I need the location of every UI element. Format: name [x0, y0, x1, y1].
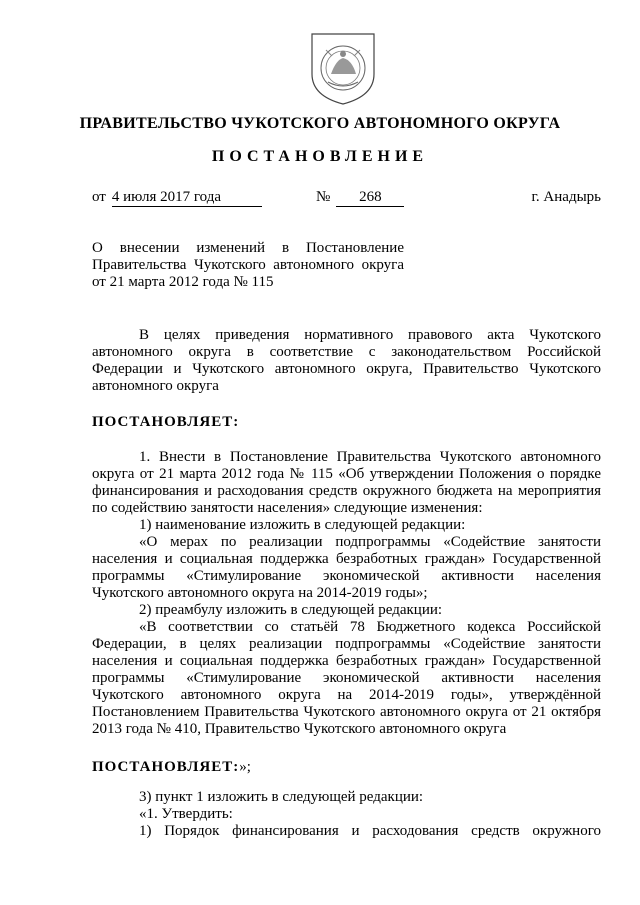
government-title: ПРАВИТЕЛЬСТВО ЧУКОТСКОГО АВТОНОМНОГО ОКРУГА: [79, 115, 561, 132]
paragraph: 3) пункт 1 изложить в следующей редакции:: [139, 789, 424, 805]
paragraph: 1) Порядок финансирования и расходования средств окружного: [139, 823, 601, 839]
paragraph: «1. Утвердить:: [139, 806, 233, 822]
date-label: от: [92, 189, 106, 205]
subject-line: Правительства Чукотского автономного округа: [92, 257, 404, 273]
resolves-label: ПОСТАНОВЛЯЕТ:: [92, 759, 240, 775]
paragraph: 2) преамбулу изложить в следующей редакции:: [139, 602, 443, 618]
paragraph: «О мерах по реализации подпрограммы «Содействие занятости населения и социальная поддержка безработных граждан» Государственной программы «Стимулирование экономической активности населения Чукотского автономного округа на 2014-2019 годы»;: [92, 534, 601, 601]
resolves-heading: ПОСТАНОВЛЯЕТ:: [92, 414, 240, 430]
quoted-resolves-heading: [92, 759, 251, 776]
decree-date: 4 июля 2017 года: [112, 189, 262, 207]
quote-close: »;: [239, 759, 251, 775]
paragraph: 1) наименование изложить в следующей редакции:: [139, 517, 466, 533]
city: г. Анадырь: [531, 189, 601, 205]
decree-subject: [92, 240, 404, 291]
subject-line: от 21 марта 2012 года № 115: [92, 274, 274, 290]
coat-of-arms-icon: [306, 30, 380, 108]
document-type-title: ПОСТАНОВЛЕНИЕ: [211, 148, 429, 165]
subject-line: О внесении изменений в Постановление: [92, 240, 404, 256]
decree-number: 268: [336, 189, 404, 207]
preamble: В целях приведения нормативного правового акта Чукотского автономного округа в соответствие с законодательством Российской Федерации и Чукотского автономного округа, Правительство Чукотского автономного округа: [92, 327, 601, 394]
decree-body-continued: [92, 789, 601, 840]
decree-body: [92, 449, 601, 738]
paragraph: 1. Внести в Постановление Правительства Чукотского автономного округа от 21 марта 2012 года № 115 «Об утверждении Положения о порядке финансирования и расходования средств окружного бюджета на мероприятия по содействию занятости населения» следующие изменения:: [92, 449, 601, 516]
paragraph: «В соответствии со статьёй 78 Бюджетного кодекса Российской Федерации, в целях реализации подпрограммы «Содействие занятости населения и социальная поддержка безработных граждан» Государственной программы «Стимулирование экономической активности населения Чукотского автономного округа на 2014-2019 годы», утверждённой Постановлением Правительства Чукотского автономного округа от 21 октября 2013 года № 410, Правительство Чукотского автономного округа: [92, 619, 601, 737]
number-label: №: [316, 189, 331, 205]
